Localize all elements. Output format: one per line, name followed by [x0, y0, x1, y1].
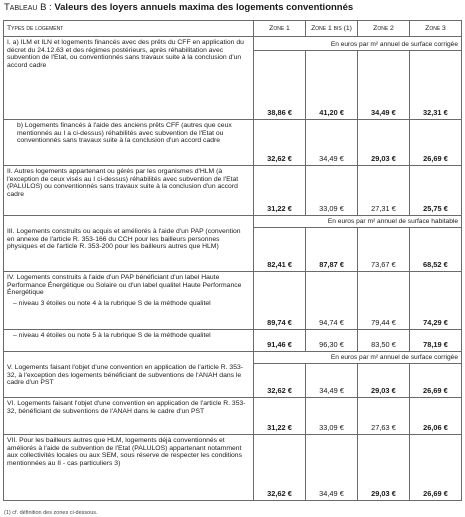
row-label: IV. Logements construits à l'aide d'un PAP bénéficiant d'un label Haute Performance Énergétique ou Solaire ou d'un label qualitel Haute Performance Énergétique – niveau 3 étoiles ou note 4 à la rubrique S de la méthode qualitel — [4, 272, 254, 330]
unit-and-values — [254, 37, 462, 120]
table-row — [4, 272, 462, 330]
footnote: (1) cf. définition des zones ci-dessous. — [4, 510, 98, 516]
value-zone2: 29,03 € — [358, 435, 410, 501]
value-zone3: 78,19 € — [410, 330, 462, 352]
row-label: – niveau 4 étoiles ou note 5 à la rubrique S de la méthode qualitel — [4, 330, 254, 352]
table-row — [4, 37, 462, 120]
table-title — [4, 2, 353, 14]
value-zone2: 27,31 € — [358, 166, 410, 216]
value-zone3: 32,31 € — [409, 51, 461, 120]
value-zone1: 91,46 € — [254, 330, 306, 352]
table-row — [4, 216, 462, 272]
value-zone3: 25,75 € — [410, 166, 462, 216]
table-row — [4, 166, 462, 216]
value-zone1: 32,62 € — [254, 120, 306, 166]
value-zone1: 32,62 € — [254, 435, 306, 501]
value-zone1bis: 94,74 € — [306, 272, 358, 330]
header-row — [4, 21, 462, 37]
header-types: Types de logement — [4, 21, 254, 37]
table-row — [4, 398, 462, 435]
row-label: V. Logements faisant l'objet d'une convention en application de l'article R. 353-32, à l'exception des logements bénéficiant de subventions de l'ANAH dans le cadre d'un PST — [4, 352, 254, 398]
table-row — [4, 120, 462, 166]
value-zone3: 74,29 € — [410, 272, 462, 330]
value-zone2: 83,50 € — [358, 330, 410, 352]
value-zone1bis: 96,30 € — [306, 330, 358, 352]
table-row — [4, 330, 462, 352]
value-zone1: 82,41 € — [254, 228, 306, 272]
value-zone2: 79,44 € — [358, 272, 410, 330]
value-zone2: 29,03 € — [358, 120, 410, 166]
row-label: VI. Logements faisant l'objet d'une convention en application de l'article R. 353-32, bénéficiant de subventions de l'ANAH dans le cadre d'un PST — [4, 398, 254, 435]
row-label: III. Logements construits ou acquis et améliorés à l'aide d'un PAP (convention en annexe de l'article R. 353-166 du CCH pour les bailleurs personnes physiques et de l'article R. 353-200 pour les bailleurs autres que HLM) — [4, 216, 254, 272]
unit-and-values — [254, 352, 462, 398]
table-row — [4, 352, 462, 398]
value-zone2: 34,49 € — [358, 51, 410, 120]
unit-and-values — [254, 216, 462, 272]
unit-habitable: En euros par m² annuel de surface habitable — [327, 218, 458, 225]
value-zone1bis: 34,49 € — [306, 364, 358, 398]
value-zone2: 29,03 € — [358, 364, 410, 398]
value-zone1bis: 33,09 € — [306, 398, 358, 435]
value-zone1: 31,22 € — [254, 166, 306, 216]
value-zone3: 26,69 € — [410, 435, 462, 501]
row-label: VII. Pour les bailleurs autres que HLM, logements déjà conventionnés et améliorés à l'aide de subvention de l'Etat (PALULOS) appartenant notamment aux collectivités locales ou aux SEM, sous réserve de respecter les conditions mentionnées au II - cas particuliers 3) — [4, 435, 254, 501]
value-zone1: 32,62 € — [254, 364, 306, 398]
value-zone1bis: 87,87 € — [306, 228, 358, 272]
table-title-text: Valeurs des loyers annuels maxima des logements conventionnés — [54, 2, 354, 13]
value-zone3: 26,06 € — [410, 398, 462, 435]
value-zone1bis: 41,20 € — [306, 51, 358, 120]
value-zone2: 73,67 € — [358, 228, 410, 272]
value-zone1bis: 34,49 € — [306, 435, 358, 501]
value-zone3: 68,52 € — [409, 228, 461, 272]
header-zone1: Zone 1 — [254, 21, 306, 37]
value-zone1bis: 33,09 € — [306, 166, 358, 216]
value-zone1: 89,74 € — [254, 272, 306, 330]
value-zone1: 31,22 € — [254, 398, 306, 435]
unit-corrigee-2: En euros par m² annuel de surface corrigée — [330, 354, 458, 361]
row-label: b) Logements financés à l'aide des anciens prêts CFF (autres que ceux mentionnés au I a ci-dessus) réhabilités avec subvention de l'Etat ou conventionnés sans travaux suite à la conclusion d'un accord cadre — [4, 120, 254, 166]
table-row — [4, 435, 462, 501]
row-label: I. a) ILM et ILN et logements financés avec des prêts du CFF en application du décret du 24.12.63 et des régimes postérieurs, après réhabilitation avec subvention de l'Etat, ou conventionnés sans travaux suite à la conclusion d'un accord cadre — [4, 37, 254, 120]
value-zone3: 26,69 € — [409, 364, 461, 398]
header-zone3: Zone 3 — [410, 21, 462, 37]
value-zone1: 38,86 € — [254, 51, 306, 120]
row-label: II. Autres logements appartenant ou gérés par les organismes d'HLM (à l'exception de ceux visés au I ci-dessus) réhabilités avec subvention de l'Etat (PALULOS) ou conventionnés sans travaux suite à la conclusion d'un accord cadre — [4, 166, 254, 216]
header-zone1bis: Zone 1 bis (1) — [306, 21, 358, 37]
header-zone2: Zone 2 — [358, 21, 410, 37]
value-zone2: 27,63 € — [358, 398, 410, 435]
value-zone1bis: 34,49 € — [306, 120, 358, 166]
value-zone3: 26,69 € — [410, 120, 462, 166]
unit-corrigee: En euros par m² annuel de surface corrigée — [330, 41, 458, 48]
table-title-label: Tableau B : — [4, 2, 52, 13]
rents-table — [3, 20, 462, 501]
